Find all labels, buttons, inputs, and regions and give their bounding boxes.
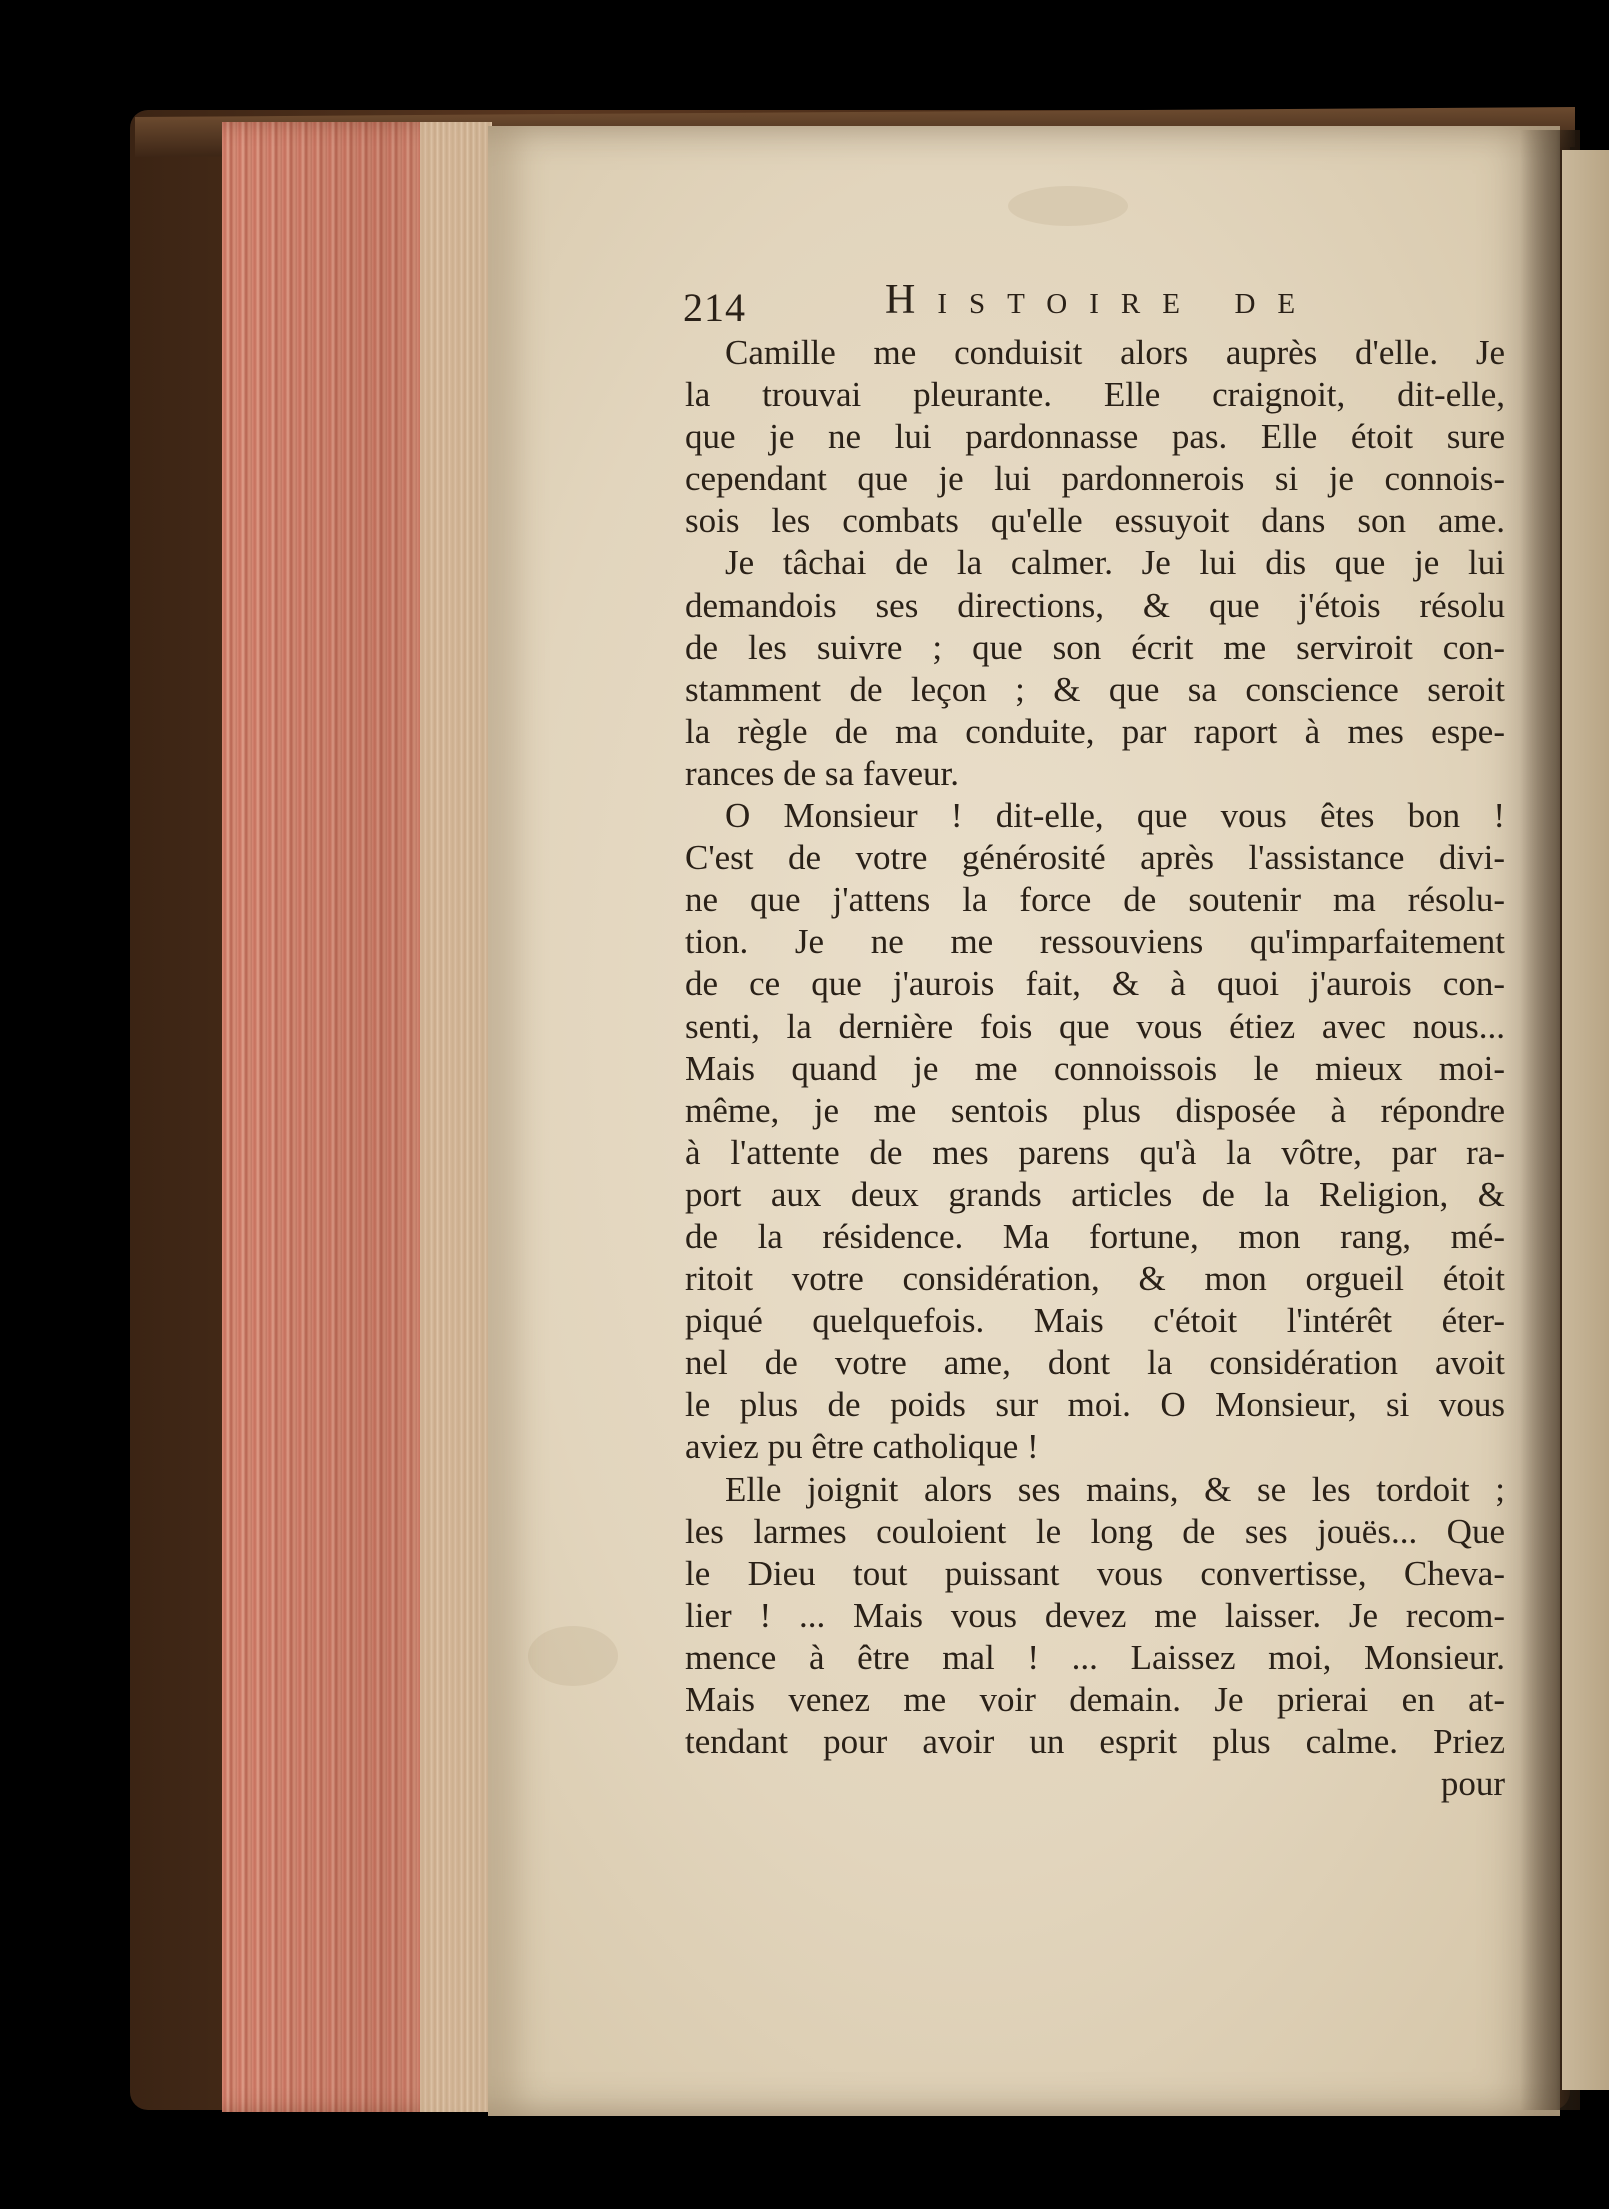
text-line: sois les combats qu'elle essuyoit dans son ame. <box>685 501 1505 541</box>
text-line: tion. Je ne me ressouviens qu'imparfaitement <box>685 922 1505 962</box>
body-text <box>685 332 1505 1763</box>
text-line: Mais venez me voir demain. Je prierai en at- <box>685 1680 1505 1719</box>
text-line: le plus de poids sur moi. O Monsieur, si vous <box>685 1385 1505 1425</box>
text-line: senti, la dernière fois que vous étiez avec nous... <box>685 1006 1505 1046</box>
text-line: à l'attente de mes parens qu'à la vôtre, par ra- <box>685 1132 1505 1172</box>
page-text-block <box>685 270 1505 1805</box>
text-line: de ce que j'aurois fait, & à quoi j'aurois con- <box>685 964 1505 1004</box>
text-line: Elle joignit alors ses mains, & se les tordoit ; <box>725 1469 1505 1509</box>
text-line: mence à être mal ! ... Laissez moi, Monsieur. <box>685 1637 1505 1677</box>
text-line: la trouvai pleurante. Elle craignoit, dit-elle, <box>685 375 1505 415</box>
page-number: 214 <box>683 285 746 330</box>
text-line: que je ne lui pardonnasse pas. Elle étoit sure <box>685 417 1505 457</box>
text-line: nel de votre ame, dont la considération avoit <box>685 1343 1505 1383</box>
paper-stain <box>1008 186 1128 226</box>
text-line: Camille me conduisit alors auprès d'elle. Je <box>725 333 1505 372</box>
catchword: pour <box>1440 1764 1505 1804</box>
text-line: ritoit votre considération, & mon orgueil étoit <box>685 1259 1505 1299</box>
text-line: de la résidence. Ma fortune, mon rang, mé- <box>685 1216 1505 1256</box>
text-line: lier ! ... Mais vous devez me laisser. Je recom- <box>685 1595 1505 1635</box>
text-line: Mais quand je me connoissois le mieux moi- <box>685 1048 1505 1088</box>
running-head-title: Histoire de <box>885 277 1318 323</box>
text-line: ne que j'attens la force de soutenir ma résolu- <box>685 880 1505 920</box>
text-line: Je tâchai de la calmer. Je lui dis que je lui <box>725 543 1505 583</box>
text-line: les larmes couloient le long de ses jouës... Que <box>685 1511 1505 1551</box>
text-line: de les suivre ; que son écrit me serviroit con- <box>685 627 1505 667</box>
running-head <box>685 270 1505 332</box>
text-line: le Dieu tout puissant vous convertisse, Cheva- <box>685 1553 1505 1593</box>
text-line: port aux deux grands articles de la Religion, & <box>685 1174 1505 1214</box>
text-line: O Monsieur ! dit-elle, que vous êtes bon ! <box>725 796 1505 836</box>
text-line: demandois ses directions, & que j'étois résolu <box>685 585 1505 625</box>
text-line: la règle de ma conduite, par raport à mes espe- <box>685 711 1505 751</box>
text-line: stamment de leçon ; & que sa conscience seroit <box>685 669 1505 709</box>
paper-stain <box>528 1626 618 1686</box>
text-line: tendant pour avoir un esprit plus calme. Priez <box>685 1722 1505 1762</box>
text-line: C'est de votre générosité après l'assistance divi- <box>685 838 1505 878</box>
text-line: piqué quelquefois. Mais c'étoit l'intérêt éter- <box>685 1301 1505 1341</box>
text-line: cependant que je lui pardonnerois si je connois- <box>685 459 1505 499</box>
text-line: même, je me sentois plus disposée à répondre <box>685 1090 1505 1130</box>
text-line: aviez pu être catholique ! <box>685 1427 1039 1467</box>
fore-edge-inner-pages <box>420 122 492 2112</box>
facing-page-edge <box>1562 150 1609 2090</box>
text-line: rances de sa faveur. <box>685 753 960 793</box>
